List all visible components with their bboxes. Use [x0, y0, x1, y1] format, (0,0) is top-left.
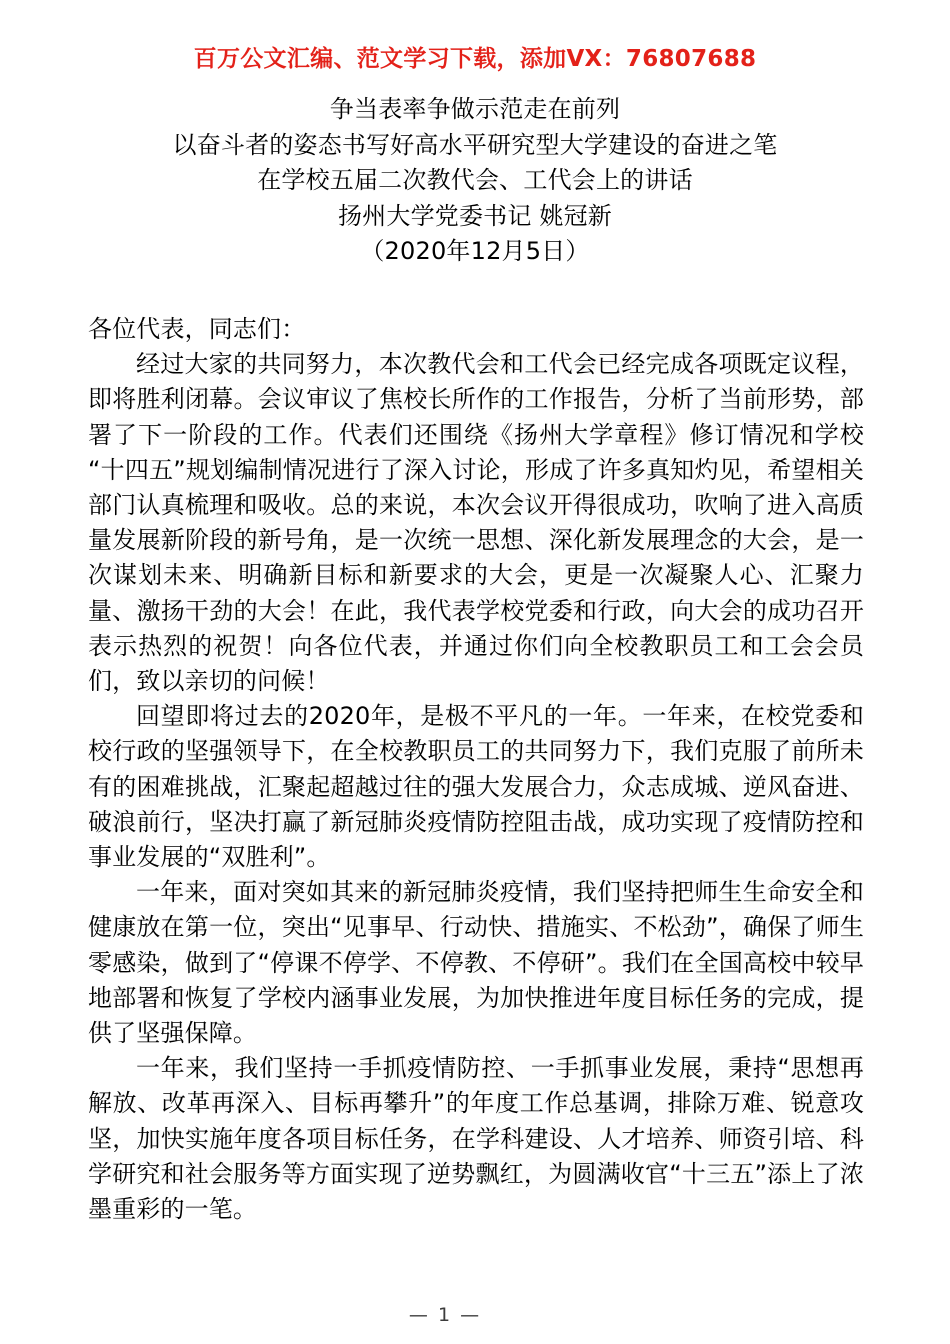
salutation-paragraph: 各位代表，同志们： — [88, 315, 306, 343]
title-line-1: 争当表率争做示范走在前列 — [329, 95, 621, 123]
page-number: — 1 — — [408, 1304, 482, 1326]
body-paragraph-4: 一年来，我们坚持一手抓疫情防控、一手抓事业发展，秉持“思想再解放、改革再深入、目标再攀升”的年度工作总基调，排除万难、锐意攻坚，加快实施年度各项目标任务，在学科建设、人才培养、师资引培、科学研究和社会服务等方面实现了逆势飘红，为圆满收官“十三五”添上了浓墨重彩的一笔。 — [88, 1054, 864, 1224]
body-paragraph-3: 一年来，面对突如其来的新冠肺炎疫情，我们坚持把师生生命安全和健康放在第一位，突出“见事早、行动快、措施实、不松劲”，确保了师生零感染，做到了“停课不停学、不停教、不停研”。我们在全国高校中较早地部署和恢复了学校内涵事业发展，为加快推进年度目标任务的完成，提供了坚强保障。 — [88, 878, 864, 1048]
promo-banner-text: 百万公文汇编、范文学习下载，添加VX：76807688 — [193, 46, 757, 72]
title-author-line: 扬州大学党委书记 姚冠新 — [337, 201, 613, 230]
document-body — [88, 312, 864, 1227]
title-line-3: 在学校五届二次教代会、工代会上的讲话 — [257, 166, 693, 194]
title-line-2: 以奋斗者的姿态书写好高水平研究型大学建设的奋进之笔 — [172, 130, 778, 159]
body-paragraph-2: 回望即将过去的2020年，是极不平凡的一年。一年来，在校党委和校行政的坚强领导下，在全校教职员工的共同努力下，我们克服了前所未有的困难挑战，汇聚起超越过往的强大发展合力，众志成城、逆风奋进、破浪前行，坚决打赢了新冠肺炎疫情防控阻击战，成功实现了疫情防控和事业发展的“双胜利”。 — [88, 702, 864, 872]
body-paragraph-1: 经过大家的共同努力，本次教代会和工代会已经完成各项既定议程，即将胜利闭幕。会议审议了焦校长所作的工作报告，分析了当前形势，部署了下一阶段的工作。代表们还围绕《扬州大学章程》修订情况和学校“十四五”规划编制情况进行了深入讨论，形成了许多真知灼见，希望相关部门认真梳理和吸收。总的来说，本次会议开得很成功，吹响了进入高质量发展新阶段的新号角，是一次统一思想、深化新发展理念的大会，是一次谋划未来、明确新目标和新要求的大会，更是一次凝聚人心、汇聚力量、激扬干劲的大会！在此，我代表学校党委和行政，向大会的成功召开表示热烈的祝贺！向各位代表，并通过你们向全校教职员工和工会会员们，致以亲切的问候！ — [88, 350, 864, 696]
page-footer — [0, 1304, 950, 1326]
title-date-line: （2020年12月5日） — [360, 237, 590, 265]
document-title-block — [0, 92, 950, 270]
